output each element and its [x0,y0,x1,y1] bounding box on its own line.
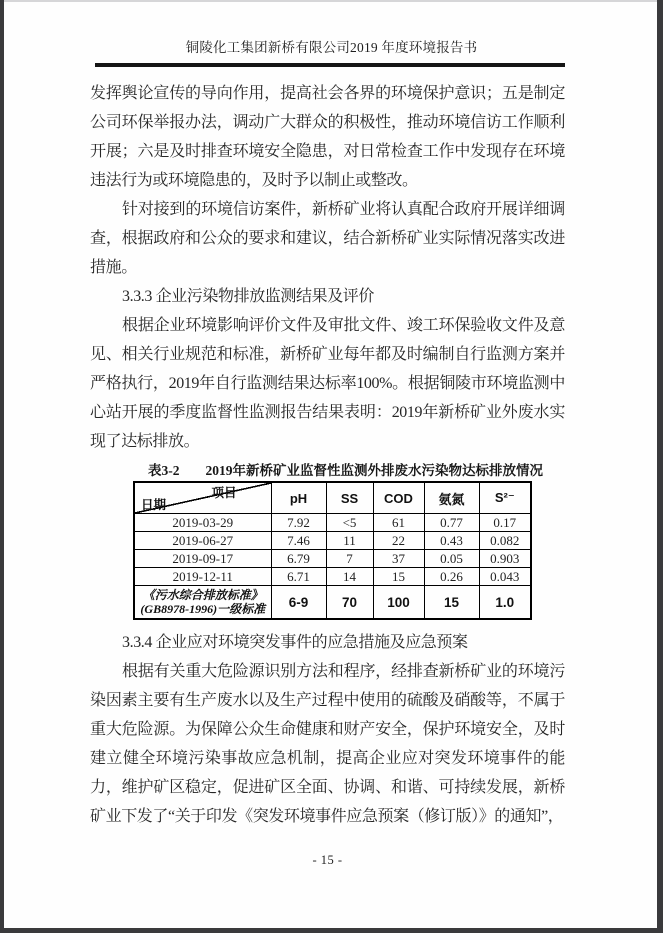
value-cell: 0.043 [479,568,531,586]
value-cell: 7.92 [271,514,326,532]
standard-value-cell: 15 [424,586,479,620]
standard-value-cell: 1.0 [479,586,531,620]
column-header-ss: SS [326,482,373,514]
value-cell: 7 [326,550,373,568]
value-cell: 22 [373,532,424,550]
column-header-nh3n: 氨氮 [424,482,479,514]
value-cell: 0.17 [479,514,531,532]
value-cell: 61 [373,514,424,532]
body-paragraph-3: 根据企业环境影响评价文件及审批文件、竣工环保验收文件及意见、相关行业规范和标准，新桥矿业每年都及时编制自行监测方案并严格执行，2019年自行监测结果达标率100%。根据铜陵市环境监测中心站开展的季度监督性监测报告结果表明：2019年新桥矿业外废水实现了达标排放。 [90,317,565,450]
table-caption [148,459,565,479]
date-cell: 2019-03-29 [134,514,271,532]
value-cell: <5 [326,514,373,532]
scan-edge-top [4,0,657,2]
corner-label-date: 日期 [141,498,167,512]
header-rule [95,63,565,67]
value-cell: 0.082 [479,532,531,550]
column-header-ph: pH [271,482,326,514]
standard-label-line2: (GB8978-1996)一级标准 [140,602,266,616]
body-paragraph-4: 根据有关重大危险源识别方法和程序，经排查新桥矿业的环境污染因素主要有生产废水以及生产过程中使用的硫酸及硝酸等，不属于重大危险源。为保障公众生命健康和财产安全，保护环境安全，及时建立健全环境污染事故应急机制，提高企业应对突发环境事件的能力，维护矿区稳定，促进矿区全面、协调、和谐、可持续发展，新桥矿业下发了“关于印发《突发环境事件应急预案（修订版）》的通知”， [90,663,565,825]
value-cell: 11 [326,532,373,550]
standard-label-cell [134,586,271,620]
table-row [134,568,531,586]
date-cell: 2019-06-27 [134,532,271,550]
value-cell: 15 [373,568,424,586]
table-caption-label: 表3-2 [148,463,180,478]
table-row [134,550,531,568]
header-title: 铜陵化工集团新桥有限公司2019 年度环境报告书 [185,40,478,55]
value-cell: 0.26 [424,568,479,586]
corner-label-item: 项目 [211,486,237,500]
body-paragraph-2: 针对接到的环境信访案件，新桥矿业将认真配合政府开展详细调查，根据政府和公众的要求和建议，结合新桥矿业实际情况落实改进措施。 [90,201,565,276]
table-row [134,532,531,550]
standard-label-line1: 《污水综合排放标准》 [142,588,263,602]
value-cell: 14 [326,568,373,586]
column-header-cod: COD [373,482,424,514]
standard-value-cell: 100 [373,586,424,620]
scan-edge-right [657,0,663,933]
date-cell: 2019-09-17 [134,550,271,568]
value-cell: 7.46 [271,532,326,550]
corner-cell [134,482,271,514]
page-content [90,79,565,868]
section-heading-3-3-4: 3.3.4 企业应对环境突发事件的应急措施及应急预案 [122,634,468,651]
standard-limit-row [134,586,531,620]
value-cell: 6.79 [271,550,326,568]
value-cell: 0.77 [424,514,479,532]
scan-edge-left [0,0,4,933]
table-row [134,514,531,532]
value-cell: 37 [373,550,424,568]
date-cell: 2019-12-11 [134,568,271,586]
section-heading-3-3-3: 3.3.3 企业污染物排放监测结果及评价 [122,288,375,305]
standard-value-cell: 6-9 [271,586,326,620]
monitoring-results-table [133,481,532,620]
table-header-row [134,482,531,514]
body-paragraph-1: 发挥舆论宣传的导向作用，提高社会各界的环境保护意识；五是制定公司环保举报办法，调动广大群众的积极性，推动环境信访工作顺利开展；六是及时排查环境安全隐患，对日常检查工作中发现存在环境违法行为或环境隐患的，及时予以制止或整改。 [90,85,565,189]
scan-edge-bottom [0,928,663,933]
column-header-sulfide: S²⁻ [479,482,531,514]
table-caption-text: 2019年新桥矿业监督性监测外排废水污染物达标排放情况 [205,463,543,478]
standard-value-cell: 70 [326,586,373,620]
value-cell: 6.71 [271,568,326,586]
page-number: - 15 - [312,853,343,867]
value-cell: 0.903 [479,550,531,568]
value-cell: 0.05 [424,550,479,568]
value-cell: 0.43 [424,532,479,550]
